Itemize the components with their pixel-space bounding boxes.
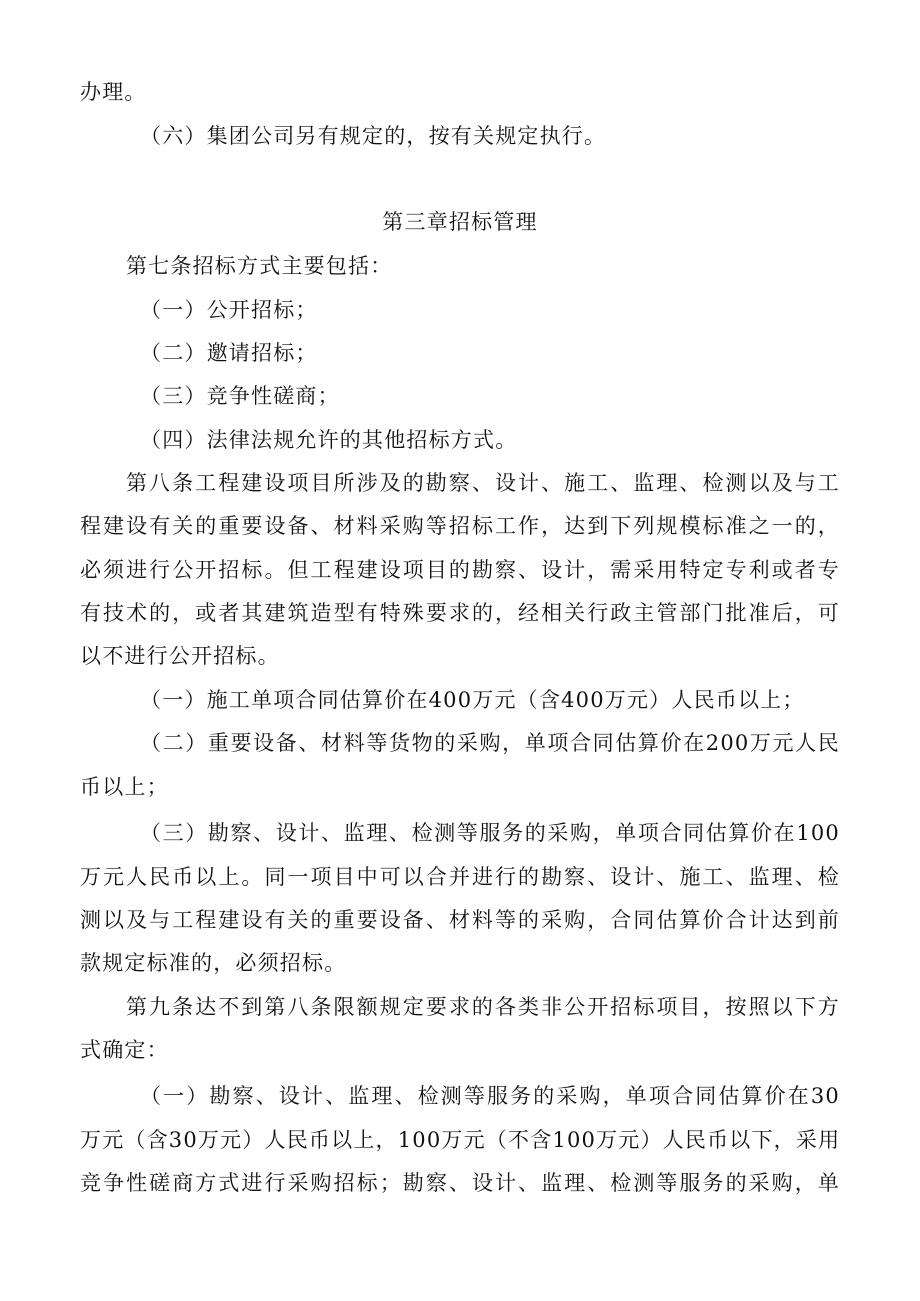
paragraph-line: 万元人民币以上。同一项目中可以合并进行的勘察、设计、施工、监理、检 bbox=[80, 865, 840, 889]
paragraph-line: 竞争性磋商方式进行采购招标；勘察、设计、监理、检测等服务的采购，单 bbox=[80, 1171, 840, 1195]
paragraph-line: 办理。 bbox=[80, 80, 147, 104]
paragraph-line: 第八条工程建设项目所涉及的勘察、设计、施工、监理、检测以及与工 bbox=[126, 471, 840, 495]
list-item: （一）施工单项合同估算价在400万元（含400万元）人民币以上； bbox=[140, 688, 805, 712]
paragraph-line: 测以及与工程建设有关的重要设备、材料等的采购，合同估算价合计达到前 bbox=[80, 908, 840, 932]
paragraph-line: 必须进行公开招标。但工程建设项目的勘察、设计，需采用特定专利或者专 bbox=[80, 558, 840, 582]
paragraph-line: 币以上； bbox=[80, 775, 169, 799]
chapter-heading: 第三章招标管理 bbox=[382, 210, 538, 234]
list-item: （三）竞争性磋商； bbox=[140, 384, 340, 408]
article-heading: 第七条招标方式主要包括： bbox=[126, 254, 393, 278]
paragraph-line: 程建设有关的重要设备、材料采购等招标工作，达到下列规模标准之一的， bbox=[80, 514, 840, 538]
article-heading: 第九条达不到第八条限额规定要求的各类非公开招标项目，按照以下方 bbox=[126, 995, 840, 1019]
list-item: （四）法律法规允许的其他招标方式。 bbox=[140, 428, 518, 452]
list-item: （二）重要设备、材料等货物的采购，单项合同估算价在200万元人民 bbox=[140, 731, 840, 755]
list-item: （一）公开招标； bbox=[140, 298, 318, 322]
list-item: （一）勘察、设计、监理、检测等服务的采购，单项合同估算价在30 bbox=[140, 1084, 840, 1108]
list-item: （二）邀请招标； bbox=[140, 341, 318, 365]
paragraph-line: 款规定标准的，必须招标。 bbox=[80, 951, 347, 975]
paragraph-line: 有技术的，或者其建筑造型有特殊要求的，经相关行政主管部门批准后，可 bbox=[80, 601, 840, 625]
paragraph-line: 万元（含30万元）人民币以上，100万元（不含100万元）人民币以下，采用 bbox=[80, 1128, 841, 1152]
paragraph-line: 式确定： bbox=[80, 1038, 169, 1062]
paragraph-line: 以不进行公开招标。 bbox=[80, 644, 280, 668]
paragraph-line: （六）集团公司另有规定的，按有关规定执行。 bbox=[140, 124, 607, 148]
list-item: （三）勘察、设计、监理、检测等服务的采购，单项合同估算价在100 bbox=[140, 821, 840, 845]
